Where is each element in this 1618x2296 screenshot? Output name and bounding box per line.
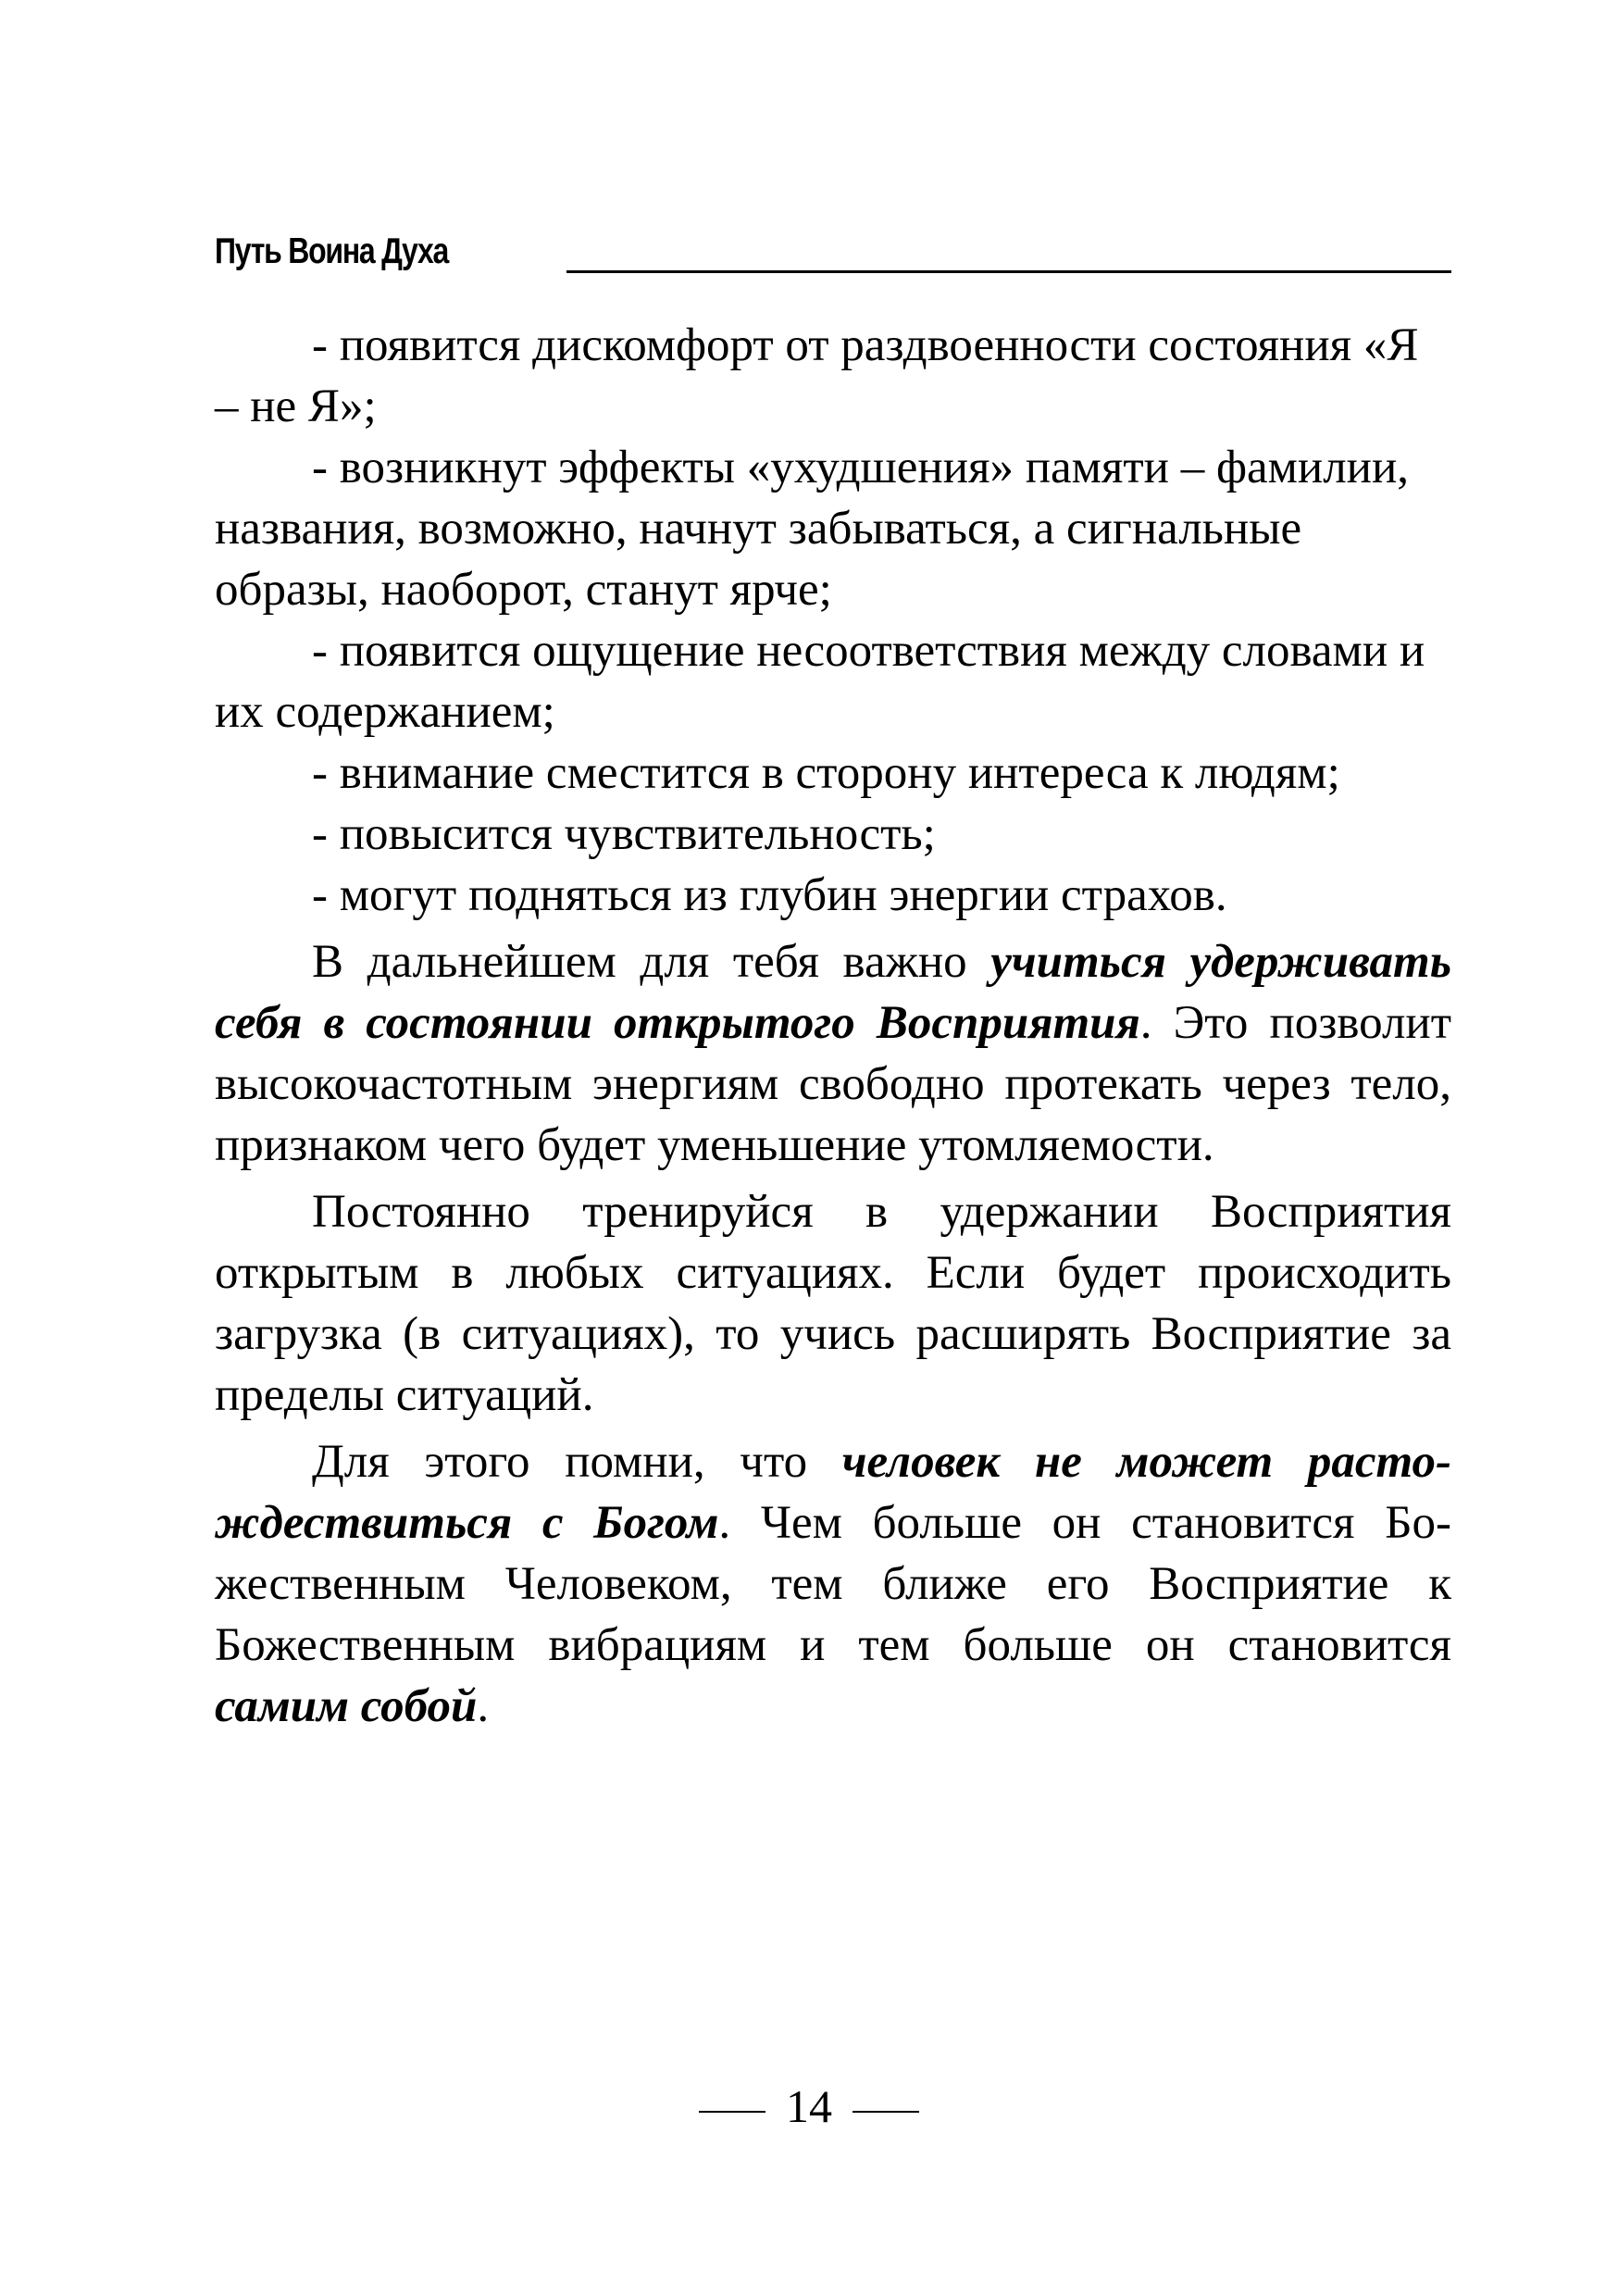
page-number: 14 bbox=[786, 2080, 832, 2132]
paragraph-perception bbox=[215, 931, 1451, 1176]
paragraph-text: . Это позволит высокочастотным энергиям свободно протекать через тело, признаком чего будет уменьшение утомляемости. bbox=[215, 997, 1452, 1171]
emphasis-text: человек не может растождествиться с Богом bbox=[215, 1436, 1452, 1549]
list-item: - возникнут эффекты «ухудшения» памяти – фамилии, названия, возможно, начнут забываться, а сигнальные образы, наоборот, станут ярче; bbox=[215, 442, 1410, 616]
paragraph-training: Постоянно тренируйся в удержании Восприятия открытым в любых ситуациях. Если будет происходить загрузка (в ситуациях), то учись расширять Восприятие за пределы ситуаций. bbox=[215, 1186, 1451, 1421]
page-footer bbox=[0, 2078, 1618, 2134]
book-title: Путь Воина Духа bbox=[215, 231, 449, 271]
list-item: - могут подняться из глубин энергии страхов. bbox=[312, 869, 1227, 921]
footer-dash-left bbox=[699, 2111, 765, 2113]
paragraph-text: . Чем больше он становится Божественным Человеком, тем ближе его Восприятие к Божественным вибрациям и тем больше он становится bbox=[215, 1497, 1451, 1671]
running-header bbox=[215, 231, 1451, 278]
list-item: - внимание сместится в сторону интереса к людям; bbox=[312, 747, 1340, 799]
list-item: - появится ощущение несоответствия между словами и их содержанием; bbox=[215, 625, 1425, 738]
paragraph-text: Для этого помни, что bbox=[312, 1436, 842, 1488]
list-item: - появится дискомфорт от раздвоенности состояния «Я – не Я»; bbox=[215, 319, 1419, 432]
paragraph-text: В дальнейшем для тебя важно bbox=[312, 936, 991, 988]
emphasis-text: учиться удерживать себя в состоянии открытого Восприятия bbox=[215, 936, 1451, 1049]
footer-dash-right bbox=[853, 2111, 919, 2113]
page-body bbox=[215, 315, 1451, 1737]
list-item: - повысится чувствительность; bbox=[312, 808, 936, 860]
header-rule bbox=[566, 270, 1451, 273]
paragraph-text: . bbox=[477, 1680, 490, 1732]
emphasis-text: самим собой bbox=[215, 1680, 478, 1732]
paragraph-divine bbox=[215, 1431, 1451, 1737]
